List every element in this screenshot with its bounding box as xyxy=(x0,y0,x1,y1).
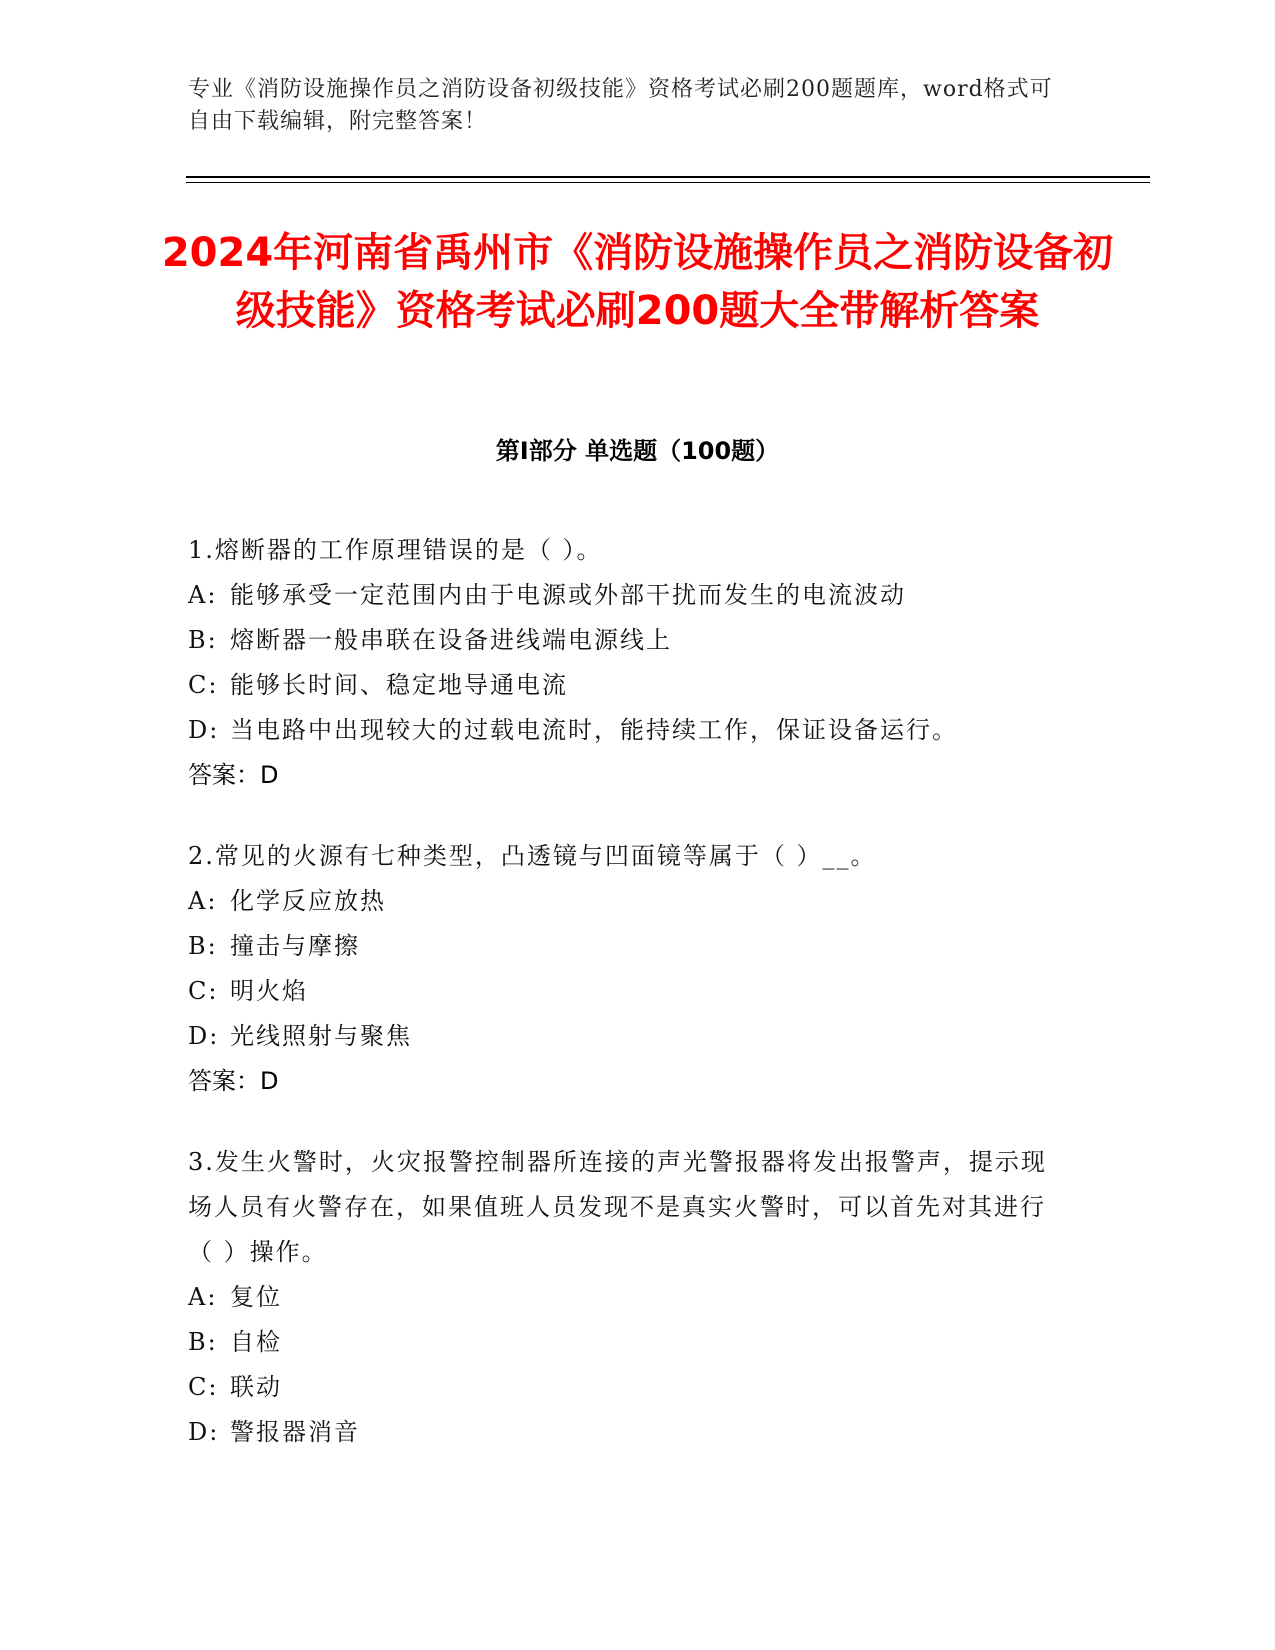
option-key: B: xyxy=(188,1328,218,1356)
option-c xyxy=(188,663,1068,708)
header-divider-thick xyxy=(186,176,1150,178)
option-key: A: xyxy=(188,1283,218,1311)
question-item xyxy=(188,528,1068,798)
option-key: D: xyxy=(188,1022,220,1050)
answer-line: 答案：D xyxy=(188,761,279,789)
option-text: 警报器消音 xyxy=(230,1418,360,1446)
section-heading: 第Ⅰ部分 单选题（100题） xyxy=(495,437,780,465)
option-key: D: xyxy=(188,1418,220,1446)
option-text: 撞击与摩擦 xyxy=(230,932,360,960)
option-text: 化学反应放热 xyxy=(230,887,386,915)
option-text: 复位 xyxy=(230,1283,282,1311)
option-key: B: xyxy=(188,932,218,960)
option-key: A: xyxy=(188,887,218,915)
option-d xyxy=(188,1014,1068,1059)
option-c xyxy=(188,1365,1068,1410)
option-b xyxy=(188,1320,1068,1365)
option-text: 能够长时间、稳定地导通电流 xyxy=(230,671,568,699)
question-list xyxy=(188,528,1068,1491)
option-key: C: xyxy=(188,1373,219,1401)
option-b xyxy=(188,924,1068,969)
option-text: 明火焰 xyxy=(230,977,308,1005)
header-note: 专业《消防设施操作员之消防设备初级技能》资格考试必刷200题题库，word格式可自由下载编辑，附完整答案！ xyxy=(188,77,1053,134)
question-stem: 3.发生火警时，火灾报警控制器所连接的声光警报器将发出报警声，提示现场人员有火警存在，如果值班人员发现不是真实火警时，可以首先对其进行（ ）操作。 xyxy=(188,1148,1047,1266)
question-stem: 2.常见的火源有七种类型，凸透镜与凹面镜等属于（ ）__。 xyxy=(188,842,877,870)
option-key: C: xyxy=(188,671,219,699)
answer-line: 答案：D xyxy=(188,1067,279,1095)
option-key: A: xyxy=(188,581,218,609)
question-item xyxy=(188,834,1068,1104)
option-key: C: xyxy=(188,977,219,1005)
option-a xyxy=(188,879,1068,924)
option-a xyxy=(188,573,1068,618)
option-b xyxy=(188,618,1068,663)
option-key: D: xyxy=(188,716,220,744)
option-d xyxy=(188,708,1068,753)
option-text: 自检 xyxy=(230,1328,282,1356)
option-text: 光线照射与聚焦 xyxy=(230,1022,412,1050)
option-c xyxy=(188,969,1068,1014)
option-text: 当电路中出现较大的过载电流时，能持续工作，保证设备运行。 xyxy=(230,716,958,744)
option-text: 联动 xyxy=(230,1373,282,1401)
header-divider-thin xyxy=(186,182,1150,183)
document-title: 2024年河南省禹州市《消防设施操作员之消防设备初级技能》资格考试必刷200题大全带解析答案 xyxy=(161,230,1114,334)
option-text: 能够承受一定范围内由于电源或外部干扰而发生的电流波动 xyxy=(230,581,906,609)
option-text: 熔断器一般串联在设备进线端电源线上 xyxy=(230,626,672,654)
option-a xyxy=(188,1275,1068,1320)
question-stem: 1.熔断器的工作原理错误的是（ ）。 xyxy=(188,536,603,564)
option-key: B: xyxy=(188,626,218,654)
option-d xyxy=(188,1410,1068,1455)
question-item xyxy=(188,1140,1068,1455)
